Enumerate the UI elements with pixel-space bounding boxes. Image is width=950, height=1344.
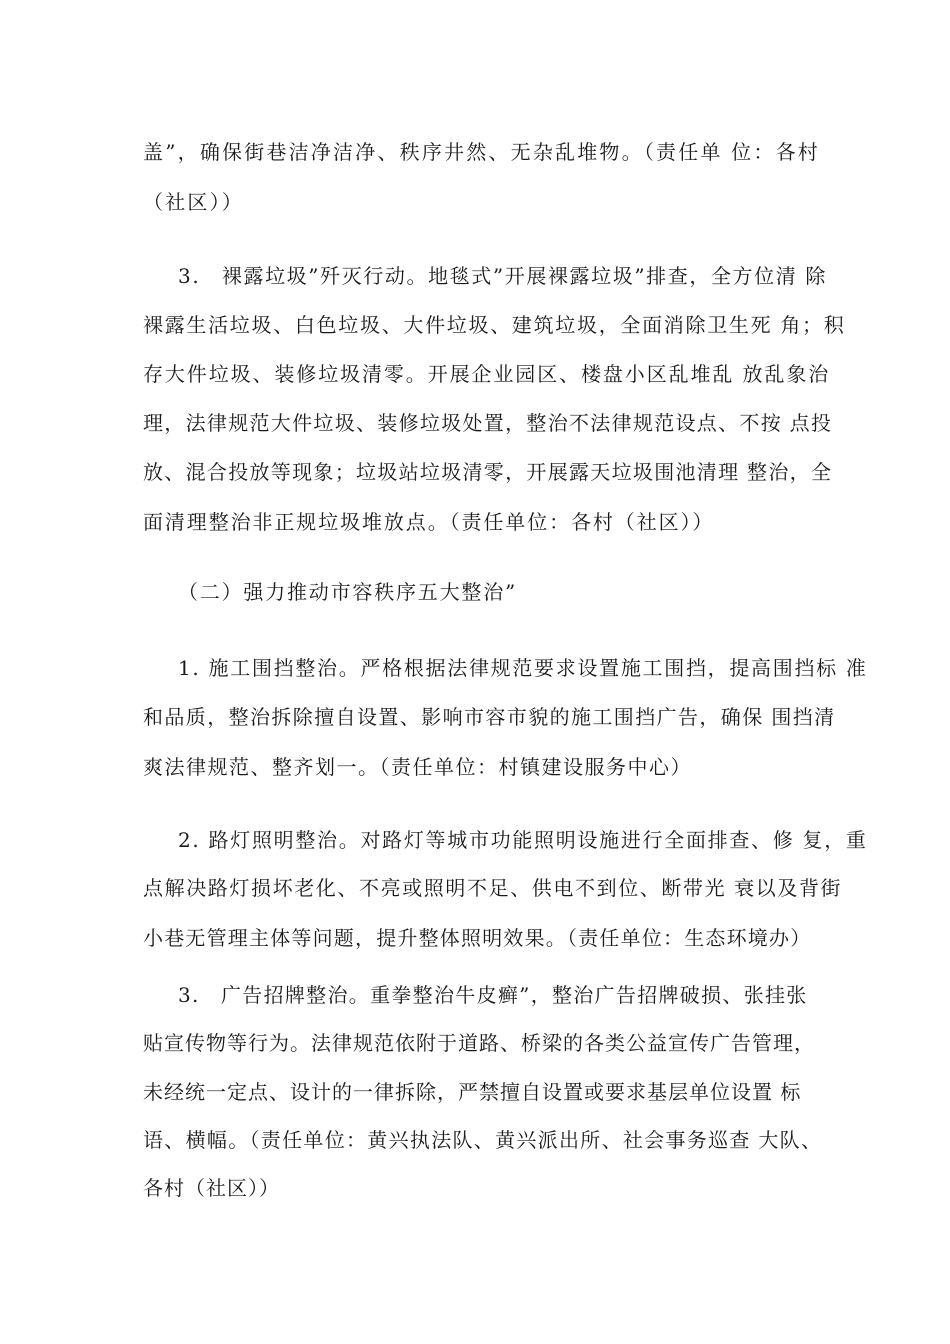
text-line: 各村（社区）） [143,1176,280,1200]
text-line: 2. 路灯照明整治。对路灯等城市功能照明设施进行全面排查、修 复，重 [178,828,868,852]
text-line: 3. 裸露垃圾”歼灭行动。地毯式”开展裸露垃圾”排查，全方位清 除 [178,264,827,288]
text-line: 爽法律规范、整齐划一。（责任单位：村镇建设服务中心） [143,755,692,779]
text-line: 小巷无管理主体等问题，提升整体照明效果。（责任单位：生态环境办） [143,926,812,950]
text-line: 盖”，确保街巷洁净洁净、秩序井然、无杂乱堆物。（责任单 位：各村 [143,140,820,164]
text-line: 存大件垃圾、装修垃圾清零。开展企业园区、楼盘小区乱堆乱 放乱象治 [143,362,831,386]
text-line: （社区）） [143,190,244,214]
text-line: 点解决路灯损坏老化、不亮或照明不足、供电不到位、断带光 衰以及背街 [143,876,843,900]
text-line: 面清理整治非正规垃圾堆放点。（责任单位：各村（社区）） [143,510,715,534]
text-line: 放、混合投放等现象；垃圾站垃圾清零，开展露天垃圾围池清理 整治，全 [143,460,833,484]
text-line: 和品质，整治拆除擅自设置、影响市容市貌的施工围挡广告，确保 围挡清 [143,705,836,729]
text-line: 3. 广告招牌整治。重拳整治牛皮癣”，整治广告招牌破损、张挂张 [178,983,808,1007]
text-line: 贴宣传物等行为。法律规范依附于道路、桥梁的各类公益宣传广告管理， [143,1031,815,1055]
text-line: 理，法律规范大件垃圾、装修垃圾处置，整治不法律规范设点、不按 点投 [143,411,833,435]
text-line: 语、横幅。（责任单位：黄兴执法队、黄兴派出所、社会事务巡查 大队、 [143,1128,823,1152]
text-line: 1. 施工围挡整治。严格根据法律规范要求设置施工围挡，提高围挡标 准 [178,656,868,680]
text-line: 裸露生活垃圾、白色垃圾、大件垃圾、建筑垃圾，全面消除卫生死 角；积 [143,313,846,337]
text-line: 未经统一定点、设计的一律拆除，严禁擅自设置或要求基层单位设置 标 [143,1080,802,1104]
text-line: （二）强力推动市容秩序五大整治” [178,580,518,604]
